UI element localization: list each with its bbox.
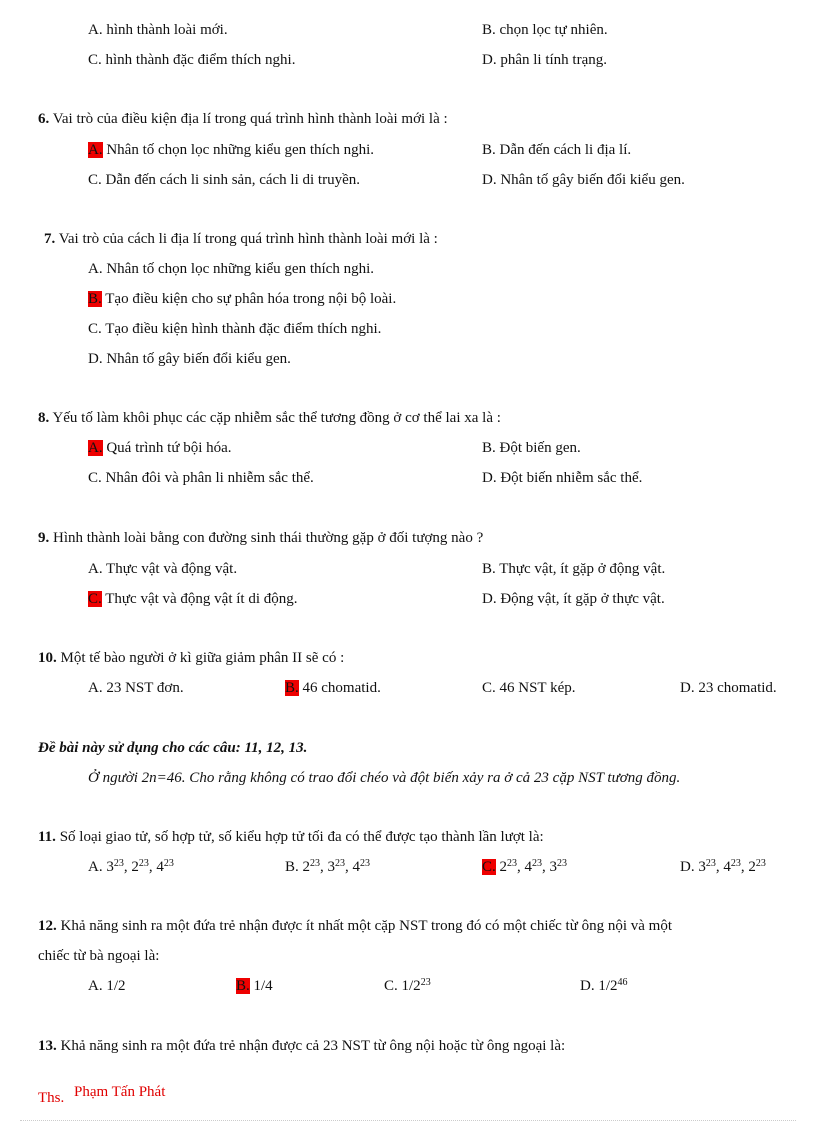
answer-highlight: C.: [482, 859, 496, 875]
q8-text: Yếu tố làm khôi phục các cặp nhiễm sắc thể tương đồng ở cơ thể lai xa là :: [49, 410, 501, 426]
q7-text: Vai trò của cách li địa lí trong quá trình hình thành loài mới là :: [55, 231, 438, 247]
q6-text: Vai trò của điều kiện địa lí trong quá trình hình thành loài mới là :: [49, 111, 448, 127]
q12-number: 12.: [38, 918, 57, 934]
q7-option-b: [88, 290, 396, 308]
answer-highlight: A.: [88, 440, 103, 456]
base: C. 1/2: [384, 978, 421, 994]
q11-stem: [38, 828, 544, 846]
q13-number: 13.: [38, 1038, 57, 1054]
q9-text: Hình thành loài bằng con đường sinh thái thường gặp ở đối tượng nào ?: [49, 530, 484, 546]
q7-option-a: A. Nhân tố chọn lọc những kiểu gen thích nghi.: [88, 261, 374, 277]
note-text: Ở người 2n=46. Cho rằng không có trao đổi chéo và đột biến xảy ra ở cả 23 cặp NST tương đồng.: [88, 770, 681, 786]
q7-stem: [44, 230, 438, 248]
q8-option-d: D. Đột biến nhiễm sắc thể.: [482, 470, 643, 486]
exponent: 23: [507, 858, 518, 869]
q9-option-d: D. Động vật, ít gặp ở thực vật.: [482, 591, 665, 607]
q11-option-b: [285, 858, 370, 876]
exponent: 23: [138, 858, 149, 869]
base: 2: [499, 859, 508, 875]
separator: ,: [123, 859, 132, 875]
q12-text: Khả năng sinh ra một đứa trẻ nhận được ít nhất một cặp NST trong đó có một chiếc từ ông nội và một: [56, 918, 673, 934]
exponent: 23: [310, 858, 321, 869]
base: 2: [748, 859, 756, 875]
q9-option-c: [88, 590, 298, 608]
q8-number: 8.: [38, 410, 50, 426]
q11-text: Số loại giao tử, số hợp tử, số kiểu hợp tử tối đa có thể được tạo thành lần lượt là:: [55, 829, 544, 845]
base: 3: [698, 859, 706, 875]
q5-option-c: C. hình thành đặc điểm thích nghi.: [88, 52, 296, 68]
answer-highlight: B.: [236, 978, 250, 994]
q8-option-a: [88, 439, 232, 457]
q6-option-a-text: Nhân tố chọn lọc những kiểu gen thích nghi.: [102, 142, 375, 158]
option-label: A.: [88, 859, 103, 875]
q10-option-a: A. 23 NST đơn.: [88, 680, 184, 696]
q11-option-d: [680, 858, 766, 876]
base: 2: [131, 859, 139, 875]
base: 3: [327, 859, 336, 875]
exponent: 23: [420, 977, 431, 988]
separator: ,: [740, 859, 749, 875]
separator: ,: [542, 859, 550, 875]
q9-option-a: A. Thực vật và động vật.: [88, 561, 238, 577]
separator: ,: [715, 859, 724, 875]
q12-option-d: [580, 977, 628, 995]
q11-number: 11.: [38, 829, 56, 845]
q12-option-c: [384, 977, 431, 995]
base: 3: [549, 859, 558, 875]
q10-option-c: C. 46 NST kép.: [482, 680, 576, 696]
q9-option-b: B. Thực vật, ít gặp ở động vật.: [482, 561, 666, 577]
q12-stem: [38, 917, 672, 935]
exponent: 23: [532, 858, 543, 869]
q9-option-c-text: Thực vật và động vật ít di động.: [101, 591, 298, 607]
q9-number: 9.: [38, 530, 50, 546]
exponent: 23: [113, 858, 124, 869]
answer-highlight: A.: [88, 142, 103, 158]
q10-option-d: D. 23 chomatid.: [680, 680, 777, 696]
footer-author: Phạm Tấn Phát: [74, 1084, 166, 1100]
base: 3: [106, 859, 114, 875]
q8-option-a-text: Quá trình tứ bội hóa.: [102, 440, 232, 456]
footer-prefix: Ths.: [38, 1090, 65, 1106]
q8-stem: [38, 409, 501, 427]
base: 4: [524, 859, 533, 875]
base: 4: [156, 859, 164, 875]
separator: ,: [345, 859, 353, 875]
q7-option-c: C. Tạo điều kiện hình thành đặc điểm thích nghi.: [88, 321, 382, 337]
q10-stem: [38, 649, 344, 667]
q8-option-c: C. Nhân đôi và phân li nhiễm sắc thể.: [88, 470, 314, 486]
q12-stem-line2: chiếc từ bà ngoại là:: [38, 948, 160, 964]
q13-text: Khả năng sinh ra một đứa trẻ nhận được cả 23 NST từ ông nội hoặc từ ông ngoại là:: [56, 1038, 566, 1054]
q10-text: Một tế bào người ở kì giữa giảm phân II sẽ có :: [56, 650, 345, 666]
q12-option-b: [236, 977, 273, 995]
q9-stem: [38, 529, 483, 547]
q6-number: 6.: [38, 111, 50, 127]
q7-option-b-text: Tạo điều kiện cho sự phân hóa trong nội bộ loài.: [101, 291, 397, 307]
footer-divider: [20, 1120, 796, 1121]
exponent: 23: [730, 858, 741, 869]
separator: ,: [517, 859, 525, 875]
q6-stem: [38, 110, 448, 128]
base: 4: [352, 859, 361, 875]
q10-option-b: [285, 679, 381, 697]
note-heading: Đề bài này sử dụng cho các câu: 11, 12, 13.: [38, 740, 308, 756]
base: D. 1/2: [580, 978, 618, 994]
q7-option-d: D. Nhân tố gây biến đổi kiểu gen.: [88, 351, 291, 367]
option-label: B.: [285, 859, 299, 875]
exponent: 23: [163, 858, 174, 869]
q6-option-a: [88, 141, 374, 159]
answer-highlight: B.: [285, 680, 299, 696]
q10-option-b-text: 46 chomatid.: [298, 680, 381, 696]
q5-option-a: A. hình thành loài mới.: [88, 22, 228, 38]
answer-highlight: C.: [88, 591, 102, 607]
q10-number: 10.: [38, 650, 57, 666]
q11-option-c: [482, 858, 567, 876]
q6-option-d: D. Nhân tố gây biến đổi kiểu gen.: [482, 172, 685, 188]
q11-option-a: [88, 858, 174, 876]
q12-option-b-text: 1/4: [249, 978, 273, 994]
option-label: D.: [680, 859, 695, 875]
exponent: 23: [755, 858, 766, 869]
exponent: 23: [335, 858, 346, 869]
base: 2: [302, 859, 311, 875]
answer-highlight: B.: [88, 291, 102, 307]
q5-option-d: D. phân li tính trạng.: [482, 52, 607, 68]
base: 4: [723, 859, 731, 875]
exponent: 23: [705, 858, 716, 869]
q8-option-b: B. Đột biến gen.: [482, 440, 581, 456]
q13-stem: [38, 1037, 565, 1055]
separator: ,: [320, 859, 328, 875]
q6-option-c: C. Dẫn đến cách li sinh sản, cách li di truyền.: [88, 172, 361, 188]
separator: ,: [148, 859, 157, 875]
q6-option-b: B. Dẫn đến cách li địa lí.: [482, 142, 632, 158]
exponent: 46: [617, 977, 628, 988]
q12-option-a: A. 1/2: [88, 978, 126, 994]
q5-option-b: B. chọn lọc tự nhiên.: [482, 22, 608, 38]
exponent: 23: [557, 858, 568, 869]
exponent: 23: [360, 858, 371, 869]
q7-number: 7.: [44, 231, 56, 247]
